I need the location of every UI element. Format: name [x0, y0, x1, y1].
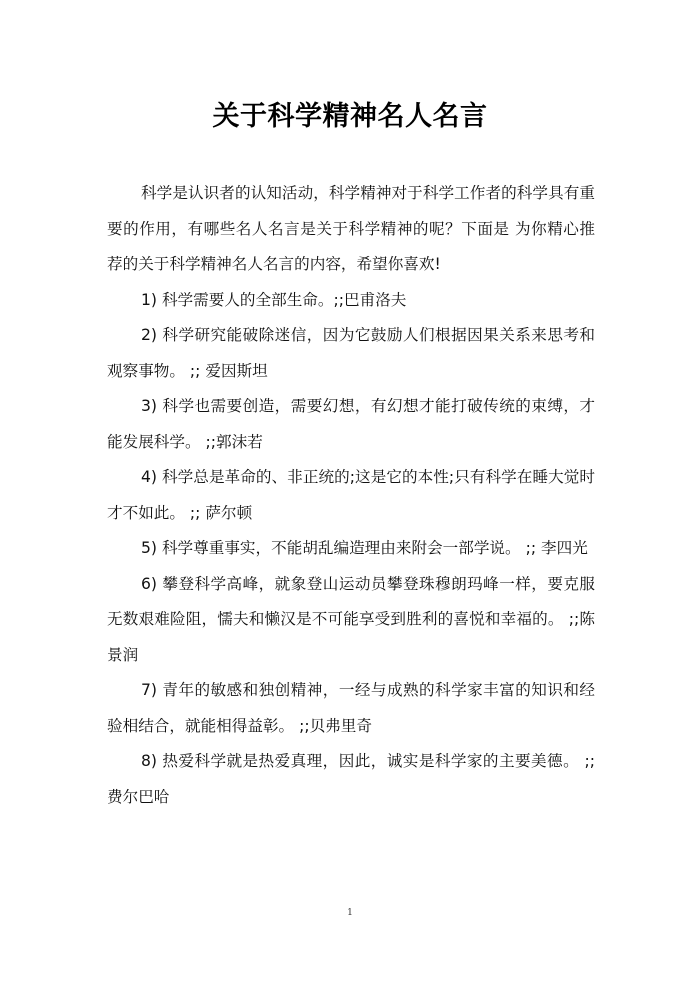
quote-item-6: 6) 攀登科学高峰，就象登山运动员攀登珠穆朗玛峰一样，要克服无数艰难险阻，懦夫和懒汉是不可能享受到胜利的喜悦和幸福的。 ;;陈景润 — [107, 574, 595, 664]
quote-item-8: 8) 热爱科学就是热爱真理，因此，诚实是科学家的主要美德。 ;;费尔巴哈 — [107, 752, 595, 806]
quote-item-2: 2) 科学研究能破除迷信，因为它鼓励人们根据因果关系来思考和观察事物。 ;; 爱因斯坦 — [107, 326, 595, 380]
quote-item-3: 3) 科学也需要创造，需要幻想，有幻想才能打破传统的束缚，才能发展科学。 ;;郭沫若 — [107, 397, 595, 451]
quote-item-5: 5) 科学尊重事实，不能胡乱编造理由来附会一部学说。 ;; 李四光 — [141, 539, 588, 557]
document-body — [107, 176, 595, 815]
quote-item-7: 7) 青年的敏感和独创精神，一经与成熟的科学家丰富的知识和经验相结合，就能相得益彰。 ;;贝弗里奇 — [107, 681, 595, 735]
quote-item-4: 4) 科学总是革命的、非正统的;这是它的本性;只有科学在睡大觉时才不如此。 ;; 萨尔顿 — [107, 468, 595, 522]
document-title: 关于科学精神名人名言 — [212, 101, 488, 132]
intro-paragraph: 科学是认识者的认知活动，科学精神对于科学工作者的科学具有重要的作用，有哪些名人名言是关于科学精神的呢？下面是 为你精心推荐的关于科学精神名人名言的内容，希望你喜欢! — [107, 184, 595, 273]
quote-item-1: 1) 科学需要人的全部生命。;;巴甫洛夫 — [141, 290, 407, 309]
page-number: 1 — [347, 908, 353, 918]
